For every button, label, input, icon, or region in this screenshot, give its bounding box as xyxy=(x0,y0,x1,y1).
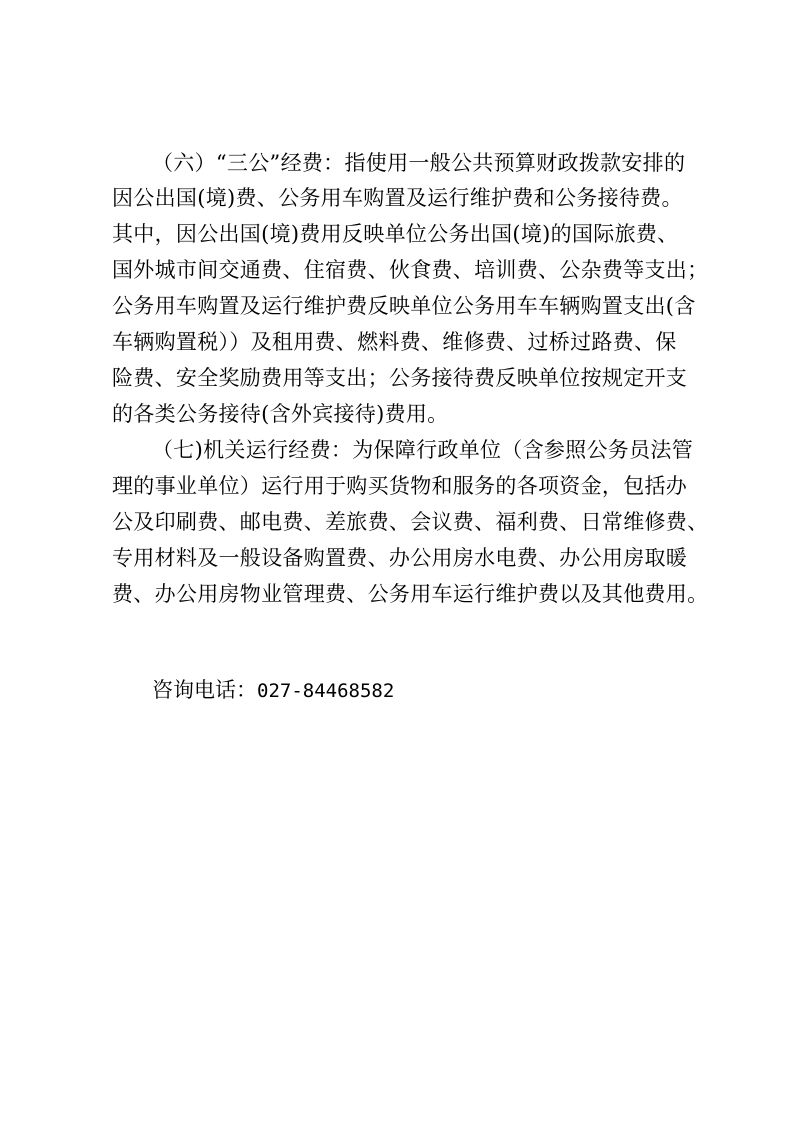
paragraph-line: 公务用车购置及运行维护费反映单位公务用车车辆购置支出(含 xyxy=(112,294,696,318)
paragraph-line: 车辆购置税））及租用费、燃料费、维修费、过桥过路费、保 xyxy=(112,330,677,354)
paragraph-line: 险费、安全奖励费用等支出；公务接待费反映单位按规定开支 xyxy=(112,366,688,390)
paragraph-line: （七)机关运行经费：为保障行政单位（含参照公务员法管 xyxy=(152,438,693,462)
paragraph-line: 公及印刷费、邮电费、差旅费、会议费、福利费、日常维修费、 xyxy=(112,510,709,534)
contact-phone: 027-84468582 xyxy=(257,680,395,702)
paragraph-line: 的各类公务接待(含外宾接待)费用。 xyxy=(112,402,449,426)
paragraph-line: 其中，因公出国(境)费用反映单位公务出国(境)的国际旅费、 xyxy=(112,222,679,246)
paragraph-line: 费、办公用房物业管理费、公务用车运行维护费以及其他费用。 xyxy=(112,582,709,606)
paragraph-line: 理的事业单位）运行用于购买货物和服务的各项资金，包括办 xyxy=(112,474,688,498)
paragraph-line: （六）“三公”经费：指使用一般公共预算财政拨款安排的 xyxy=(152,151,686,175)
paragraph-line: 专用材料及一般设备购置费、办公用房水电费、办公用房取暖 xyxy=(112,546,688,570)
contact-line xyxy=(152,675,394,706)
paragraph-line: 国外城市间交通费、住宿费、伙食费、培训费、公杂费等支出； xyxy=(112,258,709,282)
contact-label: 咨询电话： xyxy=(152,678,257,702)
paragraph-line: 因公出国(境)费、公务用车购置及运行维护费和公务接待费。 xyxy=(112,186,683,210)
